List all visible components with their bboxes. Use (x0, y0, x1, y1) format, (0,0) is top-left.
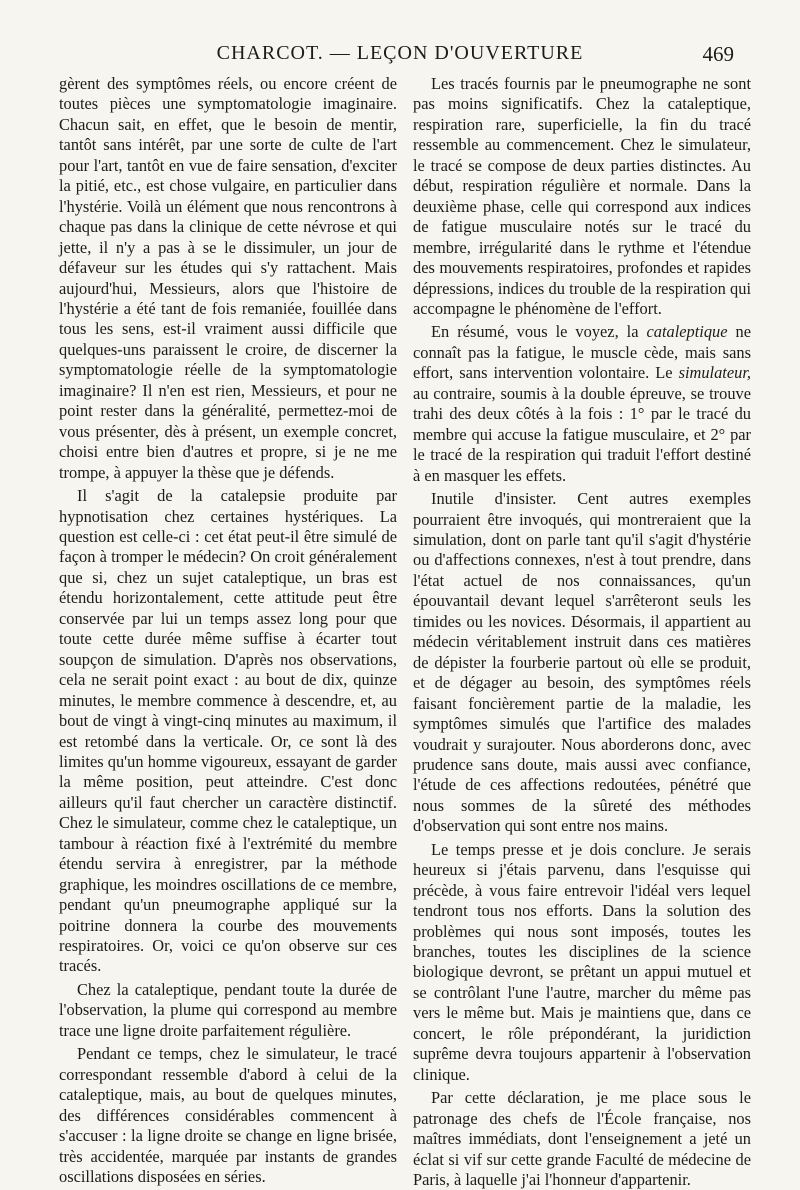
paragraph: Le temps presse et je dois conclure. Je serais heureux si j'étais parvenu, dans l'esquisse qui précède, à vous faire entrevoir l'idéal vers lequel tendront tous nos efforts. Dans la solution des problèmes qui nous sont imposés, toutes les branches, toutes les disciplines de la science biologique devront, se prêtant un appui mutuel et se contrôlant l'une l'autre, marcher du même pas vers le même but. Mais je maintiens que, dans ce concert, le rôle prépondérant, la juridiction suprême devra toujours appartenir à l'observation clinique. (413, 839, 751, 1084)
italic-term: cataleptique (646, 322, 728, 342)
text-run: au contraire, soumis à la double épreuve, se trouve trahi des deux côtés à la fois : 1° par le tracé du membre qui accuse la fatigue musculaire, et 2° par le tracé de la respiration qui traduit l'effort destiné à en masquer les effets. (413, 383, 751, 485)
left-column (59, 74, 397, 1187)
italic-term: simulateur, (678, 363, 751, 383)
page-number: 469 (702, 42, 734, 66)
paragraph: Chez la cataleptique, pendant toute la durée de l'observation, la plume qui correspond au membre trace une ligne droite parfaitement régulière. (59, 979, 397, 1040)
paragraph: Inutile d'insister. Cent autres exemples pourraient être invoqués, qui montreraient que la simulation, dont on parle tant qu'il s'agit d'hystérie ou d'affections connexes, n'est à tout prendre, dans l'état actuel de nos connaissances, qu'un épouvantail devant lequel s'arrêteront seuls les timides ou les novices. Désormais, il appartient au médecin véritablement instruit dans ces matières de dépister la fourberie partout où elle se produit, et de dégager au besoin, des symptômes réels faisant foncièrement partie de la maladie, les symptômes simulés que l'artifice des malades voudrait y surajouter. Nous aborderons donc, avec prudence sans doute, mais aussi avec confiance, l'étude de ces affections redoutées, pénétré que nous sommes de la sûreté des méthodes d'observation qui sont entre nos mains. (413, 489, 751, 836)
text-run: ne connaît pas la fatigue, le muscle cède, mais sans effort, sans intervention volontaire. Le (413, 322, 752, 383)
running-head (60, 42, 740, 72)
paragraph: gèrent des symptômes réels, ou encore créent de toutes pièces une symptomatologie imaginaire. Chacun sait, en effet, que le besoin de mentir, tantôt sans intérêt, par une sorte de culte de l'art pour l'art, tantôt en vue de faire sensation, d'exciter la pitié, etc., est chose vulgaire, en particulier dans l'hystérie. Voilà un élément que nous rencontrons à chaque pas dans la clinique de cette névrose et qui jette, il n'y a pas à se le dissimuler, un jour de défaveur sur les études qui s'y rattachent. Mais aujourd'hui, Messieurs, alors que l'histoire de l'hystérie a été tant de fois remaniée, fouillée dans tous les sens, est-il vraiment aussi difficile que quelques-uns paraissent le croire, de discerner la symptomatologie réelle de la symptomatologie imaginaire? Il n'en est rien, Messieurs, et pour ne point rester dans la généralité, permettez-moi de vous présenter, dès à présent, un exemple concret, choisi entre bien d'autres et propre, si je ne me trompe, à appuyer la thèse que je défends. (59, 74, 397, 482)
paragraph: Pendant ce temps, chez le simulateur, le tracé correspondant ressemble d'abord à celui de la cataleptique, mais, au bout de quelques minutes, des différences considérables commencent à s'accuser : la ligne droite se change en ligne brisée, très accidentée, marquée par instants de grandes oscillations disposées en séries. (59, 1044, 397, 1187)
paragraph: Par cette déclaration, je me place sous le patronage des chefs de l'École française, nos maîtres immédiats, dont l'enseignement a jeté un éclat si vif sur cette grande Faculté de médecine de Paris, à laquelle j'ai l'honneur d'appartenir. (413, 1088, 751, 1190)
running-title: CHARCOT. — LEÇON D'OUVERTURE (216, 42, 584, 64)
right-column (413, 74, 751, 1190)
paragraph: Il s'agit de la catalepsie produite par hypnotisation chez certaines hystériques. La question est celle-ci : cet état peut-il être simulé de façon à tromper le médecin? On croit généralement que si, chez un sujet cataleptique, un bras est étendu horizontalement, cette attitude peut être conservée par lui un temps assez long pour que toute cette durée même suffise à écarter tout soupçon de simulation. D'après nos observations, cela ne serait point exact : au bout de dix, quinze minutes, le membre commence à descendre, et, au bout de vingt à vingt-cinq minutes au maximum, il est retombé dans la verticale. Or, ce sont là des limites qu'un homme vigoureux, essayant de garder la même position, peut atteindre. C'est donc ailleurs qu'il faut chercher un caractère distinctif. Chez le simulateur, comme chez le cataleptique, un tambour à réaction fixé à l'extrémité du membre étendu servira à enregistrer, par la méthode graphique, les moindres oscillations de ce membre, pendant qu'un pneumographe appliqué sur la poitrine donnera la courbe des mouvements respiratoires. Or, voici ce qu'on observe sur ces tracés. (59, 486, 397, 976)
paragraph: Les tracés fournis par le pneumographe ne sont pas moins significatifs. Chez la cataleptique, respiration rare, superficielle, la fin du tracé ressemble au commencement. Chez le simulateur, le tracé se compose de deux parties distinctes. Au début, respiration régulière et normale. Dans la deuxième phase, celle qui correspond aux indices de fatigue musculaire notés sur le tracé du membre, irrégularité dans le rythme et l'étendue des mouvements respiratoires, profondes et rapides dépressions, indices du trouble de la respiration qui accompagne le phénomène de l'effort. (413, 74, 751, 318)
text-run: En résumé, vous le voyez, la (431, 322, 647, 342)
paragraph (413, 322, 751, 486)
